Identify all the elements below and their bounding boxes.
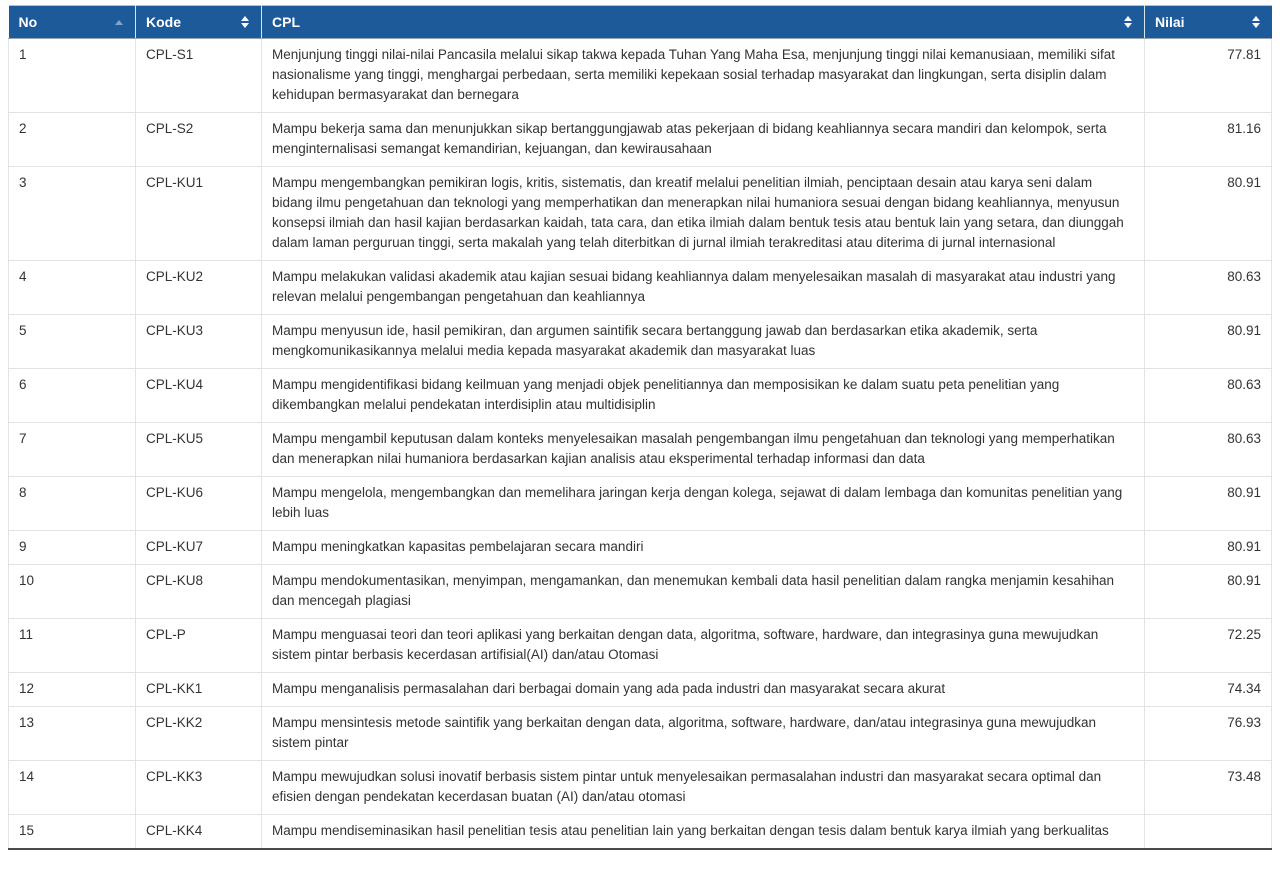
column-label-kode: Kode [146,14,181,30]
column-label-no: No [18,14,38,30]
cell-kode: CPL-KU3 [136,315,262,369]
table-row [9,167,1272,261]
table-row [9,619,1272,673]
cell-cpl: Mampu mewujudkan solusi inovatif berbasis sistem pintar untuk menyelesaikan permasalahan industri dan masyarakat secara optimal dan efisien dengan pendekatan kecerdasan buatan (AI) dan/atau otomasi [262,761,1145,815]
cell-kode: CPL-KU7 [136,531,262,565]
cell-kode: CPL-P [136,619,262,673]
cell-cpl: Mampu mengambil keputusan dalam konteks menyelesaikan masalah pengembangan ilmu pengetahuan dan teknologi yang memperhatikan dan menerapkan nilai humaniora berdasarkan kajian analisis atau eksperimental terhadap informasi dan data [262,423,1145,477]
cell-nilai: 73.48 [1145,761,1272,815]
table-row [9,707,1272,761]
cell-no: 9 [9,531,136,565]
table-row [9,565,1272,619]
cell-kode: CPL-KK3 [136,761,262,815]
table-row [9,761,1272,815]
cpl-table [8,5,1272,850]
table-row [9,315,1272,369]
cell-kode: CPL-KK4 [136,815,262,850]
cell-nilai: 74.34 [1145,673,1272,707]
table-row [9,477,1272,531]
column-label-nilai: Nilai [1155,14,1185,30]
column-header-kode[interactable] [136,6,262,39]
cell-cpl: Mampu menganalisis permasalahan dari berbagai domain yang ada pada industri dan masyarakat secara akurat [262,673,1145,707]
cell-no: 7 [9,423,136,477]
table-row [9,261,1272,315]
cell-kode: CPL-KU8 [136,565,262,619]
cell-no: 15 [9,815,136,850]
cell-kode: CPL-KU5 [136,423,262,477]
cell-cpl: Mampu mengelola, mengembangkan dan memelihara jaringan kerja dengan kolega, sejawat di dalam lembaga dan komunitas penelitian yang lebih luas [262,477,1145,531]
cell-kode: CPL-KK2 [136,707,262,761]
cell-nilai [1145,815,1272,850]
cell-cpl: Mampu mensintesis metode saintifik yang berkaitan dengan data, algoritma, software, hardware, dan/atau integrasinya guna mewujudkan sistem pintar [262,707,1145,761]
cell-kode: CPL-S1 [136,39,262,113]
table-row [9,531,1272,565]
column-label-cpl: CPL [272,14,300,30]
sort-both-icon [241,16,249,28]
table-row [9,815,1272,850]
cell-kode: CPL-KU4 [136,369,262,423]
cell-cpl: Mampu mendiseminasikan hasil penelitian tesis atau penelitian lain yang berkaitan dengan tesis dalam bentuk karya ilmiah yang berkualitas [262,815,1145,850]
sort-both-icon [1252,16,1260,28]
column-header-cpl[interactable] [262,6,1145,39]
table-row [9,39,1272,113]
cell-no: 8 [9,477,136,531]
cell-no: 4 [9,261,136,315]
cell-nilai: 80.91 [1145,477,1272,531]
cell-cpl: Menjunjung tinggi nilai-nilai Pancasila melalui sikap takwa kepada Tuhan Yang Maha Esa, menjunjung tinggi nilai kemanusiaan, memiliki sifat nasionalisme yang tinggi, menghargai perbedaan, serta memiliki kepekaan sosial terhadap masyarakat dan lingkungan, serta disiplin dalam kehidupan bermasyarakat dan bernegara [262,39,1145,113]
cell-cpl: Mampu mengidentifikasi bidang keilmuan yang menjadi objek penelitiannya dan memposisikan ke dalam suatu peta penelitian yang dikembangkan melalui pendekatan interdisiplin atau multidisiplin [262,369,1145,423]
cell-nilai: 80.63 [1145,261,1272,315]
sort-both-icon [1124,16,1132,28]
cell-kode: CPL-S2 [136,113,262,167]
cell-no: 1 [9,39,136,113]
column-header-no[interactable] [9,6,136,39]
cell-no: 14 [9,761,136,815]
cell-kode: CPL-KU2 [136,261,262,315]
cell-no: 10 [9,565,136,619]
cell-kode: CPL-KK1 [136,673,262,707]
cell-no: 13 [9,707,136,761]
cell-cpl: Mampu menguasai teori dan teori aplikasi yang berkaitan dengan data, algoritma, software, hardware, dan integrasinya guna mewujudkan sistem pintar berbasis kecerdasan artifisial(AI) dan/atau Otomasi [262,619,1145,673]
cell-no: 11 [9,619,136,673]
cell-nilai: 80.91 [1145,167,1272,261]
table-header-row [9,6,1272,39]
cell-cpl: Mampu menyusun ide, hasil pemikiran, dan argumen saintifik secara bertanggung jawab dan berdasarkan etika akademik, serta mengkomunikasikannya melalui media kepada masyarakat akademik dan masyarakat luas [262,315,1145,369]
cell-cpl: Mampu meningkatkan kapasitas pembelajaran secara mandiri [262,531,1145,565]
cell-nilai: 72.25 [1145,619,1272,673]
cell-no: 6 [9,369,136,423]
cell-nilai: 80.63 [1145,423,1272,477]
cell-no: 2 [9,113,136,167]
cell-kode: CPL-KU6 [136,477,262,531]
column-header-nilai[interactable] [1145,6,1272,39]
cell-cpl: Mampu melakukan validasi akademik atau kajian sesuai bidang keahliannya dalam menyelesaikan masalah di masyarakat atau industri yang relevan melalui pengembangan pengetahuan dan keahliannya [262,261,1145,315]
cell-nilai: 80.63 [1145,369,1272,423]
cell-nilai: 80.91 [1145,531,1272,565]
cell-cpl: Mampu bekerja sama dan menunjukkan sikap bertanggungjawab atas pekerjaan di bidang keahliannya secara mandiri dan kelompok, serta menginternalisasi semangat kemandirian, kejuangan, dan kewirausahaan [262,113,1145,167]
cell-kode: CPL-KU1 [136,167,262,261]
table-body [9,39,1272,850]
cell-nilai: 81.16 [1145,113,1272,167]
cell-no: 3 [9,167,136,261]
table-header [9,6,1272,39]
cell-nilai: 80.91 [1145,565,1272,619]
table-row [9,369,1272,423]
table-row [9,113,1272,167]
cell-cpl: Mampu mengembangkan pemikiran logis, kritis, sistematis, dan kreatif melalui penelitian ilmiah, penciptaan desain atau karya seni dalam bidang ilmu pengetahuan dan teknologi yang memperhatikan dan menerapkan nilai humaniora sesuai dengan bidang keahliannya, menyusun konsepsi ilmiah dan hasil kajian berdasarkan kaidah, tata cara, dan etika ilmiah dalam bentuk tesis atau bentuk lain yang setara, dan diunggah dalam laman perguruan tinggi, serta makalah yang telah diterbitkan di jurnal ilmiah terakreditasi atau diterima di jurnal internasional [262,167,1145,261]
cell-no: 12 [9,673,136,707]
cell-nilai: 77.81 [1145,39,1272,113]
cell-cpl: Mampu mendokumentasikan, menyimpan, mengamankan, dan menemukan kembali data hasil penelitian dalam rangka menjamin kesahihan dan mencegah plagiasi [262,565,1145,619]
cell-nilai: 80.91 [1145,315,1272,369]
cell-nilai: 76.93 [1145,707,1272,761]
table-row [9,423,1272,477]
sort-ascending-icon [115,20,123,25]
cell-no: 5 [9,315,136,369]
table-row [9,673,1272,707]
